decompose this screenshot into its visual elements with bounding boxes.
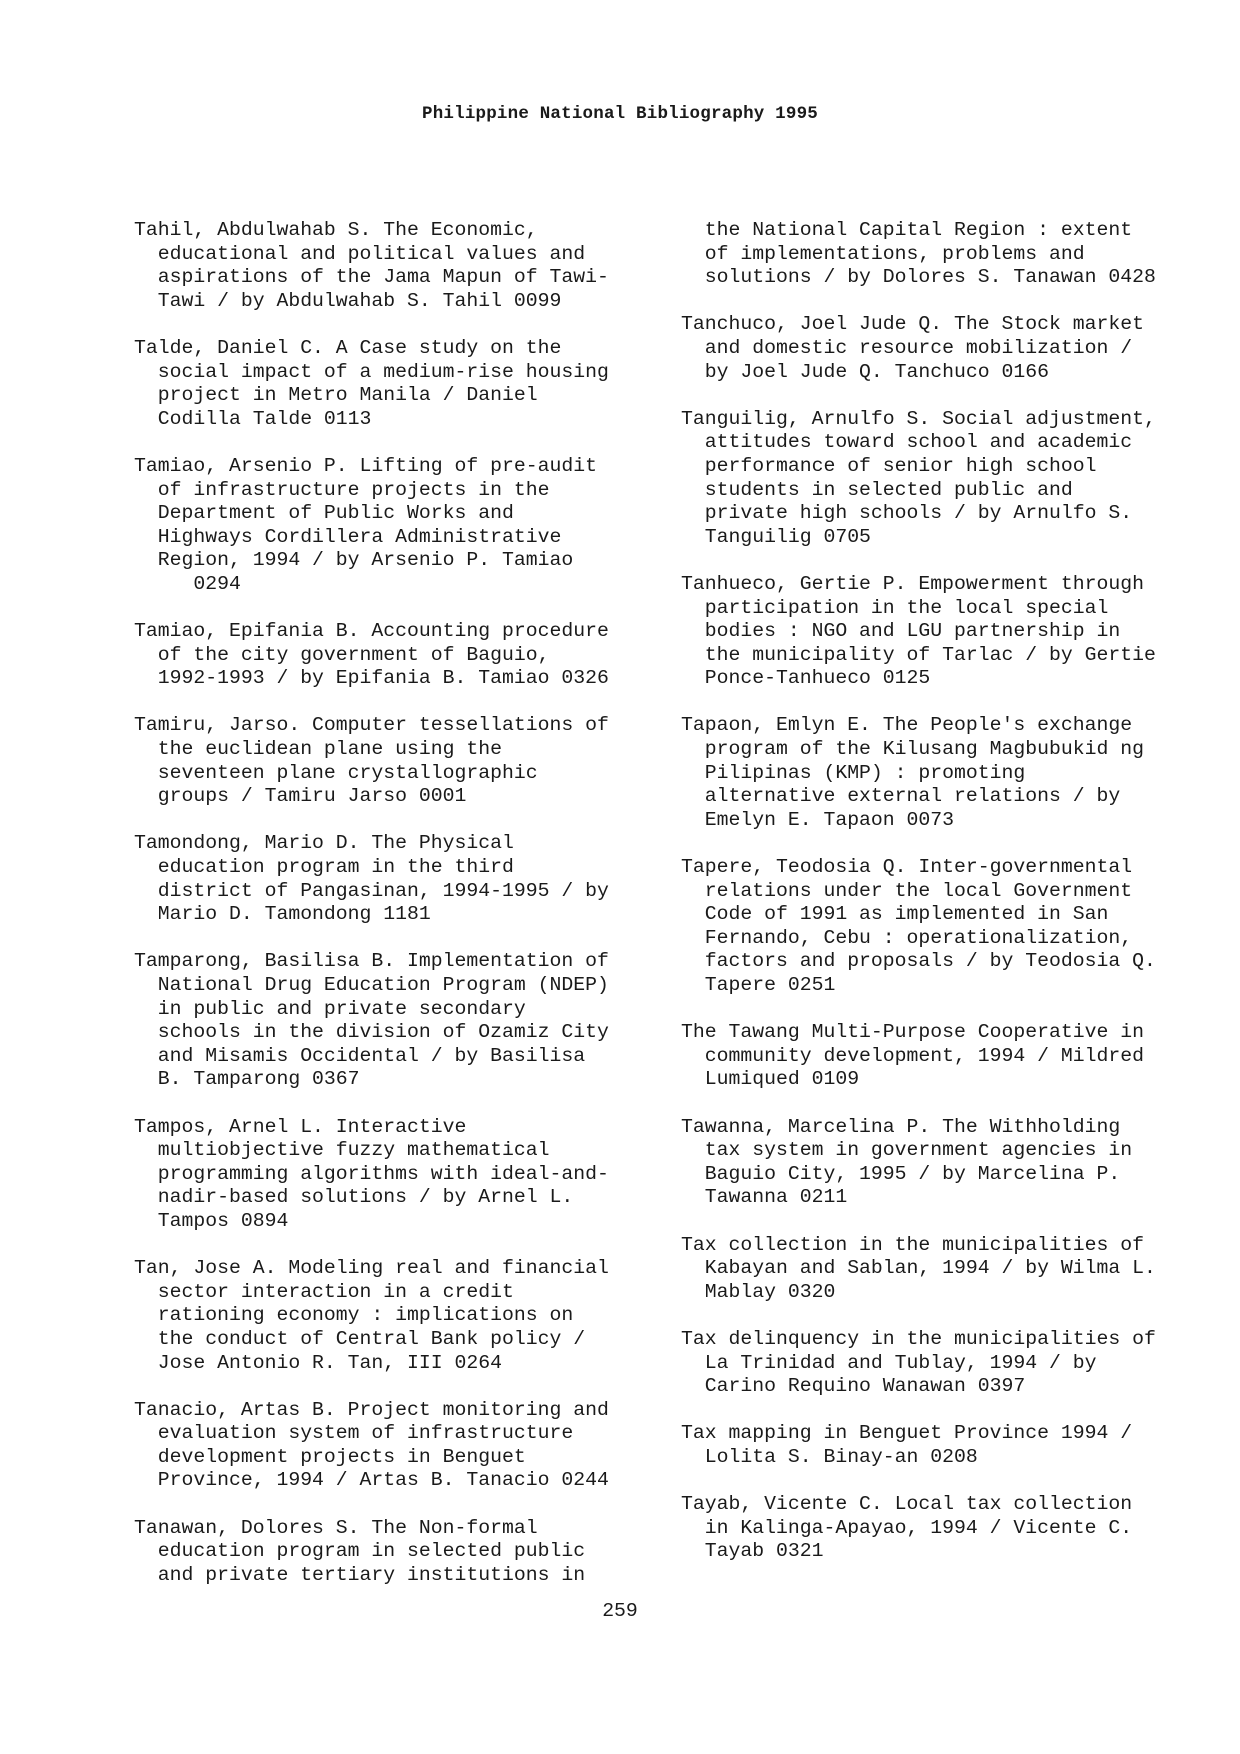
- bibliography-entry: [681, 1422, 1226, 1469]
- bibliography-entry: [681, 856, 1226, 998]
- entry-line: Tan, Jose A. Modeling real and financial: [134, 1257, 609, 1280]
- bibliography-entry: [134, 1517, 664, 1588]
- entry-line: and domestic resource mobilization /: [681, 336, 1133, 359]
- entry-line: Codilla Talde 0113: [134, 407, 372, 430]
- entry-line: Talde, Daniel C. A Case study on the: [134, 336, 562, 359]
- entry-line: Tawanna, Marcelina P. The Withholding: [681, 1115, 1121, 1138]
- entry-line: tax system in government agencies in: [681, 1139, 1133, 1162]
- entry-line: by Joel Jude Q. Tanchuco 0166: [681, 360, 1049, 383]
- entry-line: Region, 1994 / by Arsenio P. Tamiao: [134, 549, 574, 572]
- entry-line: district of Pangasinan, 1994-1995 / by: [134, 879, 609, 902]
- entry-line: community development, 1994 / Mildred: [681, 1044, 1144, 1067]
- entry-line: in public and private secondary: [134, 997, 526, 1020]
- entry-line: Tanawan, Dolores S. The Non-formal: [134, 1516, 538, 1539]
- bibliography-entry: [134, 832, 664, 926]
- entry-line: educational and political values and: [134, 242, 586, 265]
- entry-line: Tawi / by Abdulwahab S. Tahil 0099: [134, 289, 562, 312]
- bibliography-entry: [134, 950, 664, 1092]
- entry-line: Tanguilig, Arnulfo S. Social adjustment,: [681, 407, 1156, 430]
- entry-line: the conduct of Central Bank policy /: [134, 1327, 586, 1350]
- entry-line: Code of 1991 as implemented in San: [681, 903, 1109, 926]
- entry-line: the euclidean plane using the: [134, 738, 502, 761]
- entry-line: groups / Tamiru Jarso 0001: [134, 785, 467, 808]
- entry-line: development projects in Benguet: [134, 1445, 526, 1468]
- bibliography-entry: [681, 1328, 1226, 1399]
- entry-line: The Tawang Multi-Purpose Cooperative in: [681, 1021, 1144, 1044]
- entry-line: of the city government of Baguio,: [134, 643, 550, 666]
- entry-line: and private tertiary institutions in: [134, 1563, 586, 1586]
- entry-line: the municipality of Tarlac / by Gertie: [681, 643, 1156, 666]
- bibliography-entry: [134, 1399, 664, 1493]
- entry-line: program of the Kilusang Magbubukid ng: [681, 738, 1144, 761]
- entry-line: Tampos, Arnel L. Interactive: [134, 1115, 467, 1138]
- entry-line: Department of Public Works and: [134, 502, 514, 525]
- entry-line: solutions / by Dolores S. Tanawan 0428: [681, 266, 1156, 289]
- entry-line: programming algorithms with ideal-and-: [134, 1162, 609, 1185]
- entry-line: education program in selected public: [134, 1540, 586, 1563]
- entry-line: Tax collection in the municipalities of: [681, 1233, 1144, 1256]
- entry-line: attitudes toward school and academic: [681, 431, 1133, 454]
- bibliography-entry: [681, 408, 1226, 550]
- entry-line: Ponce-Tanhueco 0125: [681, 667, 931, 690]
- entry-line: Tamiru, Jarso. Computer tessellations of: [134, 714, 609, 737]
- entry-line: Tamiao, Epifania B. Accounting procedure: [134, 620, 609, 643]
- bibliography-entry: [681, 1116, 1226, 1210]
- entry-line: Tawanna 0211: [681, 1186, 848, 1209]
- entry-line: sector interaction in a credit: [134, 1280, 514, 1303]
- bibliography-entry: [134, 337, 664, 431]
- bibliography-entry: [681, 1493, 1226, 1564]
- left-column: [134, 219, 664, 1611]
- entry-line: Lumiqued 0109: [681, 1068, 860, 1091]
- entry-line: Tanacio, Artas B. Project monitoring and: [134, 1398, 609, 1421]
- entry-line: Carino Requino Wanawan 0397: [681, 1375, 1026, 1398]
- entry-line: Tahil, Abdulwahab S. The Economic,: [134, 219, 538, 241]
- entry-line: Pilipinas (KMP) : promoting: [681, 761, 1026, 784]
- bibliography-entry: [681, 573, 1226, 691]
- entry-line: and Misamis Occidental / by Basilisa: [134, 1044, 586, 1067]
- entry-line: Mablay 0320: [681, 1280, 836, 1303]
- bibliography-entry: [681, 714, 1226, 832]
- page-number: 259: [602, 1600, 638, 1622]
- bibliography-entry: [681, 219, 1226, 290]
- entry-line: students in selected public and: [681, 478, 1073, 501]
- entry-line: Baguio City, 1995 / by Marcelina P.: [681, 1162, 1121, 1185]
- entry-line: participation in the local special: [681, 596, 1109, 619]
- entry-line: Tampos 0894: [134, 1209, 289, 1232]
- entry-line: of implementations, problems and: [681, 242, 1085, 265]
- entry-line: B. Tamparong 0367: [134, 1068, 360, 1091]
- entry-line: Tayab, Vicente C. Local tax collection: [681, 1493, 1133, 1516]
- bibliography-entry: [681, 1021, 1226, 1092]
- entry-line: multiobjective fuzzy mathematical: [134, 1139, 550, 1162]
- entry-line: seventeen plane crystallographic: [134, 761, 538, 784]
- entry-line: Tamparong, Basilisa B. Implementation of: [134, 950, 609, 973]
- entry-line: Mario D. Tamondong 1181: [134, 903, 431, 926]
- entry-line: Tanguilig 0705: [681, 525, 871, 548]
- entry-line: Tapaon, Emlyn E. The People's exchange: [681, 714, 1133, 737]
- right-column: [681, 219, 1226, 1587]
- entry-line: factors and proposals / by Teodosia Q.: [681, 950, 1156, 973]
- entry-line: Tanhueco, Gertie P. Empowerment through: [681, 572, 1144, 595]
- entry-line: of infrastructure projects in the: [134, 478, 550, 501]
- entry-line: Tapere, Teodosia Q. Inter-governmental: [681, 856, 1133, 879]
- page-title: Philippine National Bibliography 1995: [422, 104, 818, 124]
- entry-line: Tamiao, Arsenio P. Lifting of pre-audit: [134, 454, 597, 477]
- entry-line: social impact of a medium-rise housing: [134, 360, 609, 383]
- entry-line: Emelyn E. Tapaon 0073: [681, 808, 955, 831]
- entry-line: 1992-1993 / by Epifania B. Tamiao 0326: [134, 667, 609, 690]
- bibliography-entry: [134, 455, 664, 597]
- entry-line: Tamondong, Mario D. The Physical: [134, 832, 514, 855]
- entry-line: Highways Cordillera Administrative: [134, 525, 562, 548]
- bibliography-entry: [134, 1116, 664, 1234]
- entry-line: Tax delinquency in the municipalities of: [681, 1327, 1156, 1350]
- entry-line: relations under the local Government: [681, 879, 1133, 902]
- bibliography-entry: [134, 620, 664, 691]
- entry-line: aspirations of the Jama Mapun of Tawi-: [134, 266, 609, 289]
- entry-line: the National Capital Region : extent: [681, 219, 1133, 241]
- entry-line: Kabayan and Sablan, 1994 / by Wilma L.: [681, 1257, 1156, 1280]
- entry-line: rationing economy : implications on: [134, 1304, 574, 1327]
- entry-line: 0294: [134, 572, 241, 595]
- entry-line: alternative external relations / by: [681, 785, 1121, 808]
- entry-line: nadir-based solutions / by Arnel L.: [134, 1186, 574, 1209]
- entry-line: in Kalinga-Apayao, 1994 / Vicente C.: [681, 1516, 1133, 1539]
- entry-line: schools in the division of Ozamiz City: [134, 1021, 609, 1044]
- entry-line: Lolita S. Binay-an 0208: [681, 1445, 978, 1468]
- bibliography-entry: [134, 219, 664, 313]
- bibliography-entry: [134, 714, 664, 808]
- entry-line: Jose Antonio R. Tan, III 0264: [134, 1351, 502, 1374]
- bibliography-entry: [134, 1257, 664, 1375]
- entry-line: La Trinidad and Tublay, 1994 / by: [681, 1351, 1097, 1374]
- entry-line: National Drug Education Program (NDEP): [134, 974, 609, 996]
- bibliography-entry: [681, 1234, 1226, 1305]
- entry-line: Fernando, Cebu : operationalization,: [681, 926, 1133, 949]
- entry-line: Province, 1994 / Artas B. Tanacio 0244: [134, 1469, 609, 1492]
- bibliography-entry: [681, 313, 1226, 384]
- entry-line: project in Metro Manila / Daniel: [134, 384, 538, 407]
- entry-line: Tapere 0251: [681, 974, 836, 996]
- entry-line: bodies : NGO and LGU partnership in: [681, 620, 1121, 643]
- entry-line: Tanchuco, Joel Jude Q. The Stock market: [681, 313, 1144, 336]
- entry-line: evaluation system of infrastructure: [134, 1422, 574, 1445]
- entry-line: Tax mapping in Benguet Province 1994 /: [681, 1422, 1133, 1445]
- entry-line: performance of senior high school: [681, 454, 1097, 477]
- entry-line: education program in the third: [134, 856, 514, 879]
- entry-line: Tayab 0321: [681, 1540, 824, 1563]
- entry-line: private high schools / by Arnulfo S.: [681, 502, 1133, 525]
